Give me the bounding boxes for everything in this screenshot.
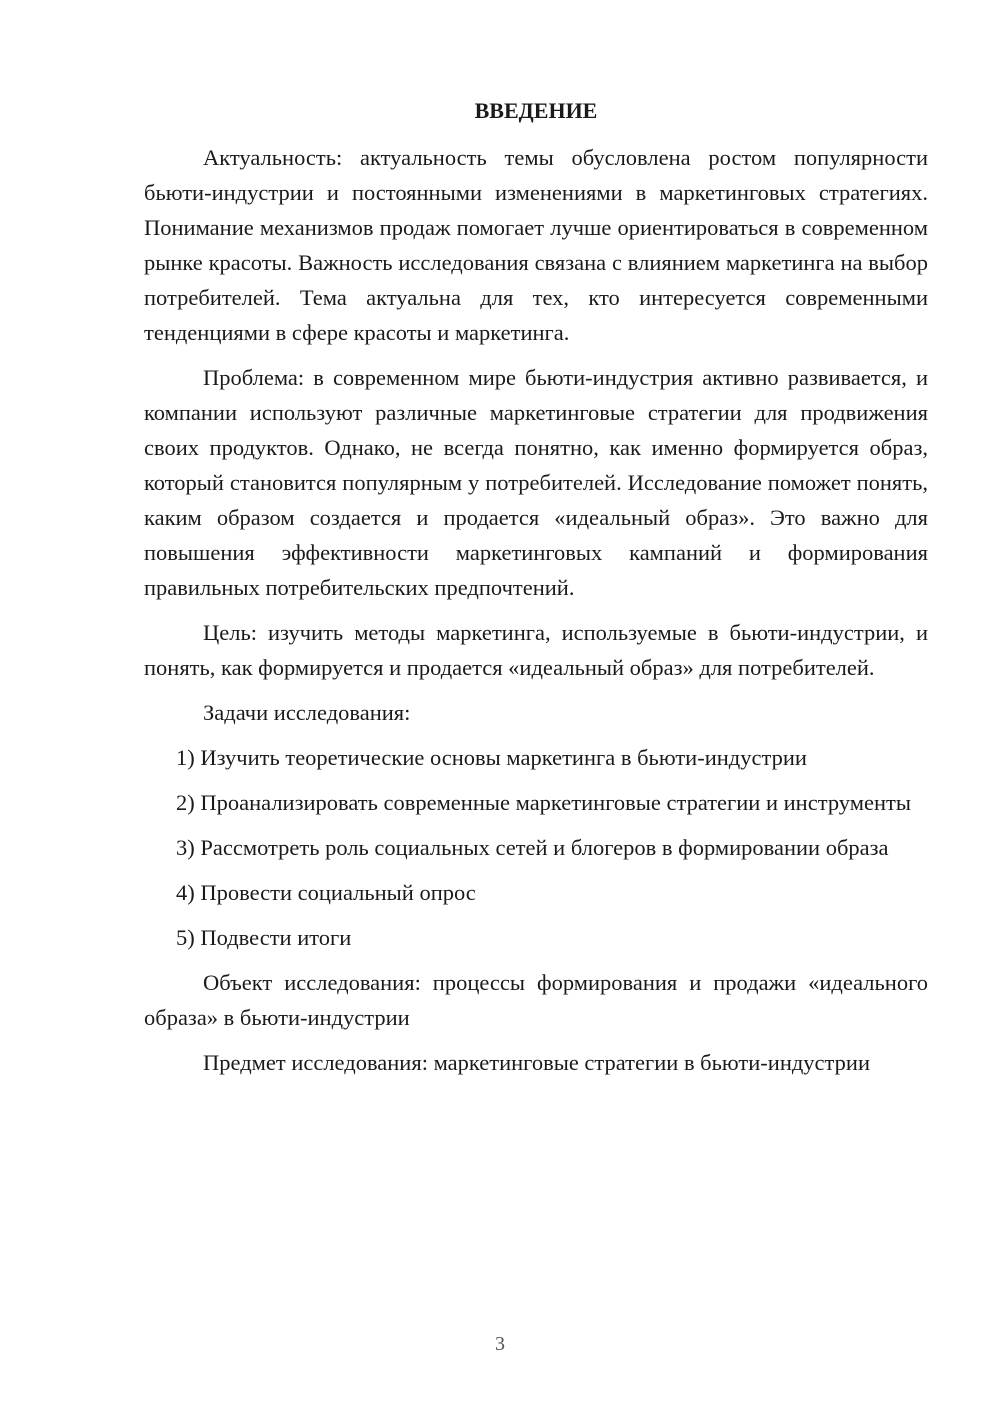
problem-paragraph: Проблема: в современном мире бьюти-индустрия активно развивается, и компании используют различные маркетинговые стратегии для продвижения своих продуктов. Однако, не всегда понятно, как именно формируется образ, который становится популярным у потребителей. Исследование поможет понять, каким образом создается и продается «идеальный образ». Это важно для повышения эффективности маркетинговых кампаний и формирования правильных потребительских предпочтений. — [144, 365, 928, 600]
subject-paragraph: Предмет исследования: маркетинговые стратегии в бьюти-индустрии — [203, 1050, 870, 1075]
goal-paragraph: Цель: изучить методы маркетинга, используемые в бьюти-индустрии, и понять, как формируется и продается «идеальный образ» для потребителей. — [144, 620, 928, 680]
page-title: ВВЕДЕНИЕ — [474, 98, 598, 123]
relevance-paragraph: Актуальность: актуальность темы обусловлена ростом популярности бьюти-индустрии и постоянными изменениями в маркетинговых стратегиях. Понимание механизмов продаж помогает лучше ориентироваться в современном рынке красоты. Важность исследования связана с влиянием маркетинга на выбор потребителей. Тема актуальна для тех, кто интересуется современными тенденциями в сфере красоты и маркетинга. — [144, 145, 928, 345]
page-number: 3 — [495, 1333, 505, 1355]
page-content — [144, 96, 928, 1090]
task-item: 4) Провести социальный опрос — [176, 880, 476, 905]
tasks-heading: Задачи исследования: — [203, 700, 411, 725]
task-item: 1) Изучить теоретические основы маркетинга в бьюти-индустрии — [176, 745, 807, 770]
task-item: 2) Проанализировать современные маркетинговые стратегии и инструменты — [176, 790, 911, 815]
object-paragraph: Объект исследования: процессы формирования и продажи «идеального образа» в бьюти-индустрии — [144, 970, 928, 1030]
task-item: 3) Рассмотреть роль социальных сетей и блогеров в формировании образа — [176, 835, 889, 860]
task-item: 5) Подвести итоги — [176, 925, 352, 950]
